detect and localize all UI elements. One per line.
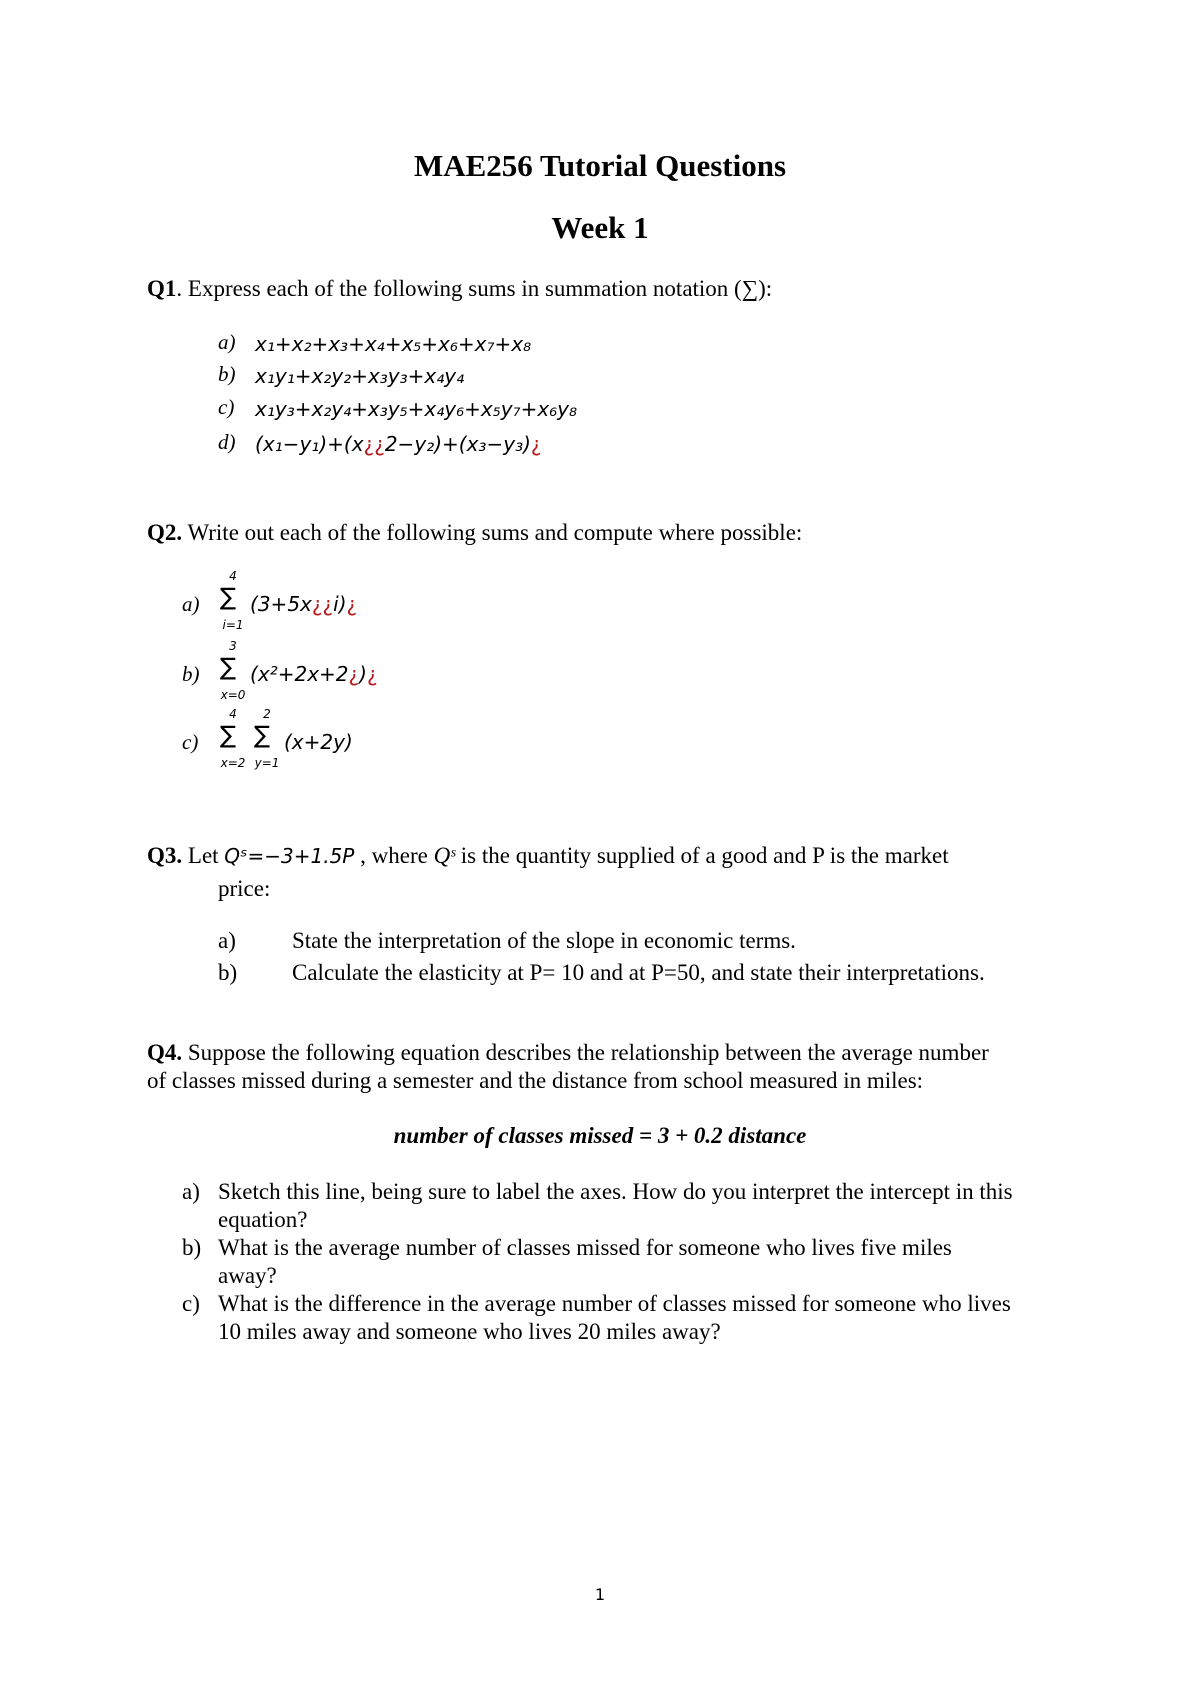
q3b-text: Calculate the elasticity at P= 10 and at P=50, and state their interpretations.	[292, 960, 985, 985]
q3-prompt	[147, 842, 949, 870]
q4-prompt-line1	[147, 1039, 989, 1067]
q1c-expression: x₁y₃+x₂y₄+x₃y₅+x₄y₆+x₅y₇+x₆y₈	[255, 397, 578, 421]
q2-prompt	[147, 519, 802, 547]
q4-number: Q4.	[147, 1040, 183, 1065]
q3-number: Q3.	[147, 843, 183, 868]
q2c-lower-limit-y: y=1	[254, 756, 280, 770]
q2a-lower-limit: i=1	[222, 618, 244, 632]
q1c-label: c)	[218, 395, 235, 419]
q2a-expression: (3+5x¿¿i)¿	[250, 592, 358, 616]
q1-prompt	[147, 275, 772, 303]
q2c-sigma-x-icon: ∑	[220, 721, 237, 749]
page-number: 1	[594, 1585, 606, 1604]
q4c-line1: What is the difference in the average number of classes missed for someone who lives	[218, 1291, 1011, 1316]
q1d-expression: (x₁−y₁)+(x¿¿2−y₂)+(x₃−y₃)¿	[255, 432, 542, 456]
q3-text-line2: price:	[218, 876, 271, 901]
document-title: MAE256 Tutorial Questions	[413, 148, 787, 183]
q2b-upper-limit: 3	[229, 639, 237, 653]
q1a-expression: x₁+x₂+x₃+x₄+x₅+x₆+x₇+x₈	[255, 332, 532, 356]
q2c-expression: (x+2y)	[284, 730, 353, 754]
q2b-expression: (x²+2x+2¿)¿	[250, 662, 378, 686]
q3-text-mid: , where	[354, 843, 434, 868]
week-heading: Week 1	[551, 210, 649, 245]
q4a-line2: equation?	[218, 1207, 308, 1232]
q2b-label: b)	[182, 662, 200, 686]
q3-text-tail: is the quantity supplied of a good and P is the market	[455, 843, 949, 868]
q2c-label: c)	[182, 730, 199, 754]
q4b-line1: What is the average number of classes missed for someone who lives five miles	[218, 1235, 952, 1260]
q2a-sigma-icon: ∑	[220, 583, 237, 611]
q4-text-line1: Suppose the following equation describes the relationship between the average number	[182, 1040, 989, 1065]
q2c-lower-limit-x: x=2	[220, 756, 246, 770]
q4a-line1: Sketch this line, being sure to label the axes. How do you interpret the intercept in this	[218, 1179, 1013, 1204]
q3a-label: a)	[218, 928, 236, 953]
q1a-label: a)	[218, 330, 236, 354]
q1b-label: b)	[218, 362, 236, 386]
q2a-label: a)	[182, 592, 200, 616]
q4b-line2: away?	[218, 1263, 277, 1288]
q2b-lower-limit: x=0	[220, 688, 246, 702]
q2c-upper-limit-x: 4	[229, 707, 237, 721]
q1-number: Q1	[147, 276, 177, 301]
q2-number: Q2.	[147, 520, 183, 545]
q1b-expression: x₁y₁+x₂y₂+x₃y₃+x₄y₄	[255, 364, 465, 388]
q2c-sigma-y-icon: ∑	[254, 721, 271, 749]
q4c-line2: 10 miles away and someone who lives 20 miles away?	[218, 1319, 721, 1344]
q2a-upper-limit: 4	[229, 569, 237, 583]
q4-equation: number of classes missed = 3 + 0.2 distance	[393, 1123, 807, 1148]
q4-text-line2: of classes missed during a semester and the distance from school measured in miles:	[147, 1068, 924, 1093]
q3b-label: b)	[218, 960, 238, 985]
q3a-text: State the interpretation of the slope in economic terms.	[292, 928, 796, 953]
q2b-sigma-icon: ∑	[220, 653, 237, 681]
q2-text: Write out each of the following sums and compute where possible:	[182, 520, 803, 545]
q3-text-lead: Let	[182, 843, 225, 868]
q1-text: . Express each of the following sums in summation notation (∑):	[176, 276, 773, 301]
q1d-label: d)	[218, 430, 236, 454]
q2c-upper-limit-y: 2	[263, 707, 271, 721]
q3-equation: Qˢ=−3+1.5P	[224, 844, 355, 868]
q3-qs-symbol: Qˢ	[433, 843, 456, 868]
q4a-label: a)	[182, 1179, 200, 1204]
q4c-label: c)	[182, 1291, 200, 1316]
q4b-label: b)	[182, 1235, 202, 1260]
